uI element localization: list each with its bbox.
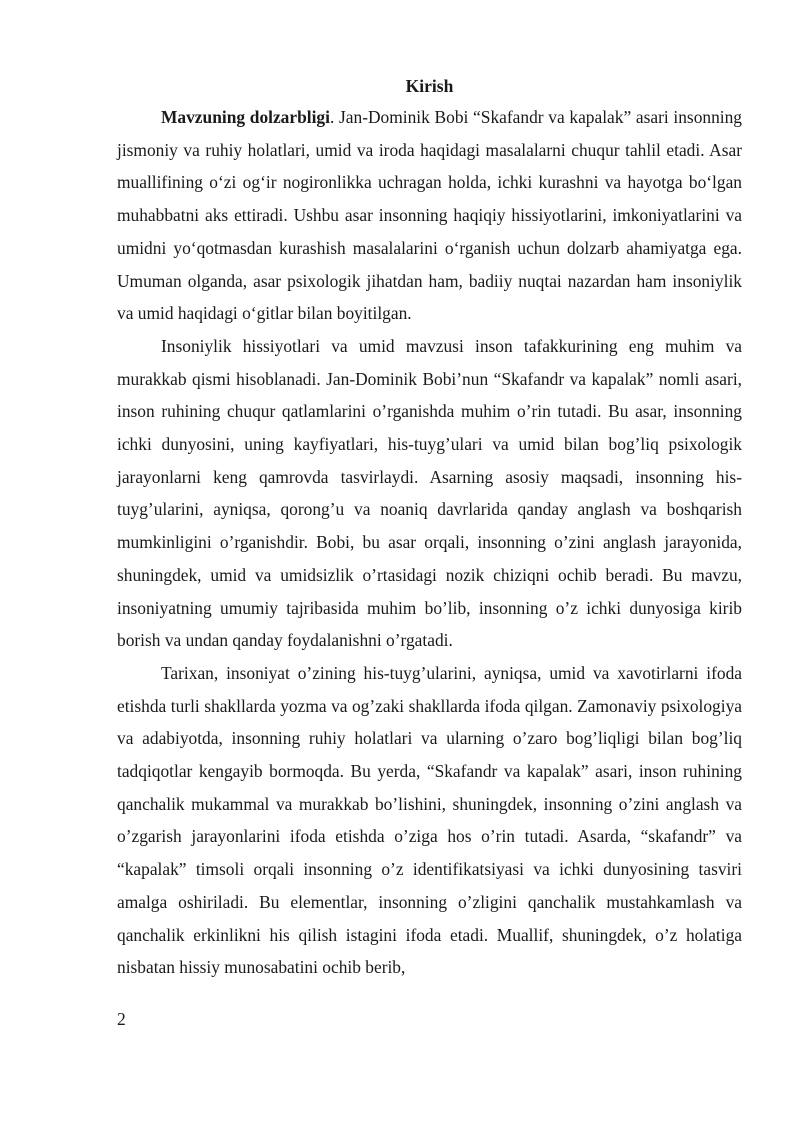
document-page <box>117 70 742 984</box>
paragraph-text: Tarixan, insoniyat o’zining his-tuyg’ularini, ayniqsa, umid va xavotirlarni ifoda etishda turli shakllarda yozma va og’zaki shakllarda ifoda qilgan. Zamonaviy psixologiya va adabiyotda, insonning ruhiy holatlari va ularning o’zaro bog’liqligi bilan bog’liq tadqiqotlar kengayib bormoqda. Bu yerda, “Skafandr va kapalak” asari, inson ruhining qanchalik mukammal va murakkab bo’lishini, shuningdek, insonning o’zini anglash va o’zgarish jarayonlarini ifoda etishda o’ziga hos o’rin tutadi. Asarda, “skafandr” va “kapalak” timsoli orqali insonning o’z identifikatsiyasi va ichki dunyosining tasviri amalga oshiriladi. Bu elementlar, insonning o’zligini qanchalik mustahkamlash va qanchalik erkinlikni his qilish istagini ifoda etadi. Muallif, shuningdek, o’z holatiga nisbatan hissiy munosabatini ochib berib, <box>117 662 742 978</box>
paragraph-humanity <box>117 330 742 657</box>
paragraph-text: . Jan-Dominik Bobi “Skafandr va kapalak” asari insonning jismoniy va ruhiy holatlari, umid va iroda haqidagi masalalarni chuqur tahlil etadi. Asar muallifining o‘zi og‘ir nogironlikka uchragan holda, ichki kurashni va hayotga bo‘lgan muhabbatni aks ettiradi. Ushbu asar insonning haqiqiy hissiyotlarini, imkoniyatlarini va umidni yo‘qotmasdan kurashish masalalarini o‘rganish uchun dolzarb ahamiyatga ega. Umuman olganda, asar psixologik jihatdan ham, badiiy nuqtai nazardan ham insoniylik va umid haqidagi o‘gitlar bilan boyitilgan. <box>117 107 743 324</box>
section-heading: Kirish <box>405 76 454 96</box>
paragraph-text: Insoniylik hissiyotlari va umid mavzusi inson tafakkurining eng muhim va murakkab qismi hisoblanadi. Jan-Dominik Bobi’nun “Skafandr va kapalak” nomli asari, inson ruhining chuqur qatlamlarini o’rganishda muhim o’rin tutadi. Bu asar, insonning ichki dunyosini, uning kayfiyatlari, his-tuyg’ulari va umid bilan bog’liq psixologik jarayonlarni keng qamrovda tasvirlaydi. Asarning asosiy maqsadi, insonning his-tuyg’ularini, ayniqsa, qorong’u va noaniq davrlarida qanday anglash va boshqarish mumkinligini o’rganishdir. Bobi, bu asar orqali, insonning o’zini anglash jarayonida, shuningdek, umid va umidsizlik o’rtasidagi nozik chiziqni ochib beradi. Bu mavzu, insoniyatning umumiy tajribasida muhim bo’lib, insonning o’z ichki dunyosiga kirib borish va undan qanday foydalanishni o’rgatadi. <box>117 335 742 651</box>
paragraph-history <box>117 657 742 984</box>
paragraph-lead: Mavzuning dolzarbligi <box>161 107 330 127</box>
paragraph-relevance <box>117 101 742 330</box>
page-number: 2 <box>117 1009 126 1029</box>
